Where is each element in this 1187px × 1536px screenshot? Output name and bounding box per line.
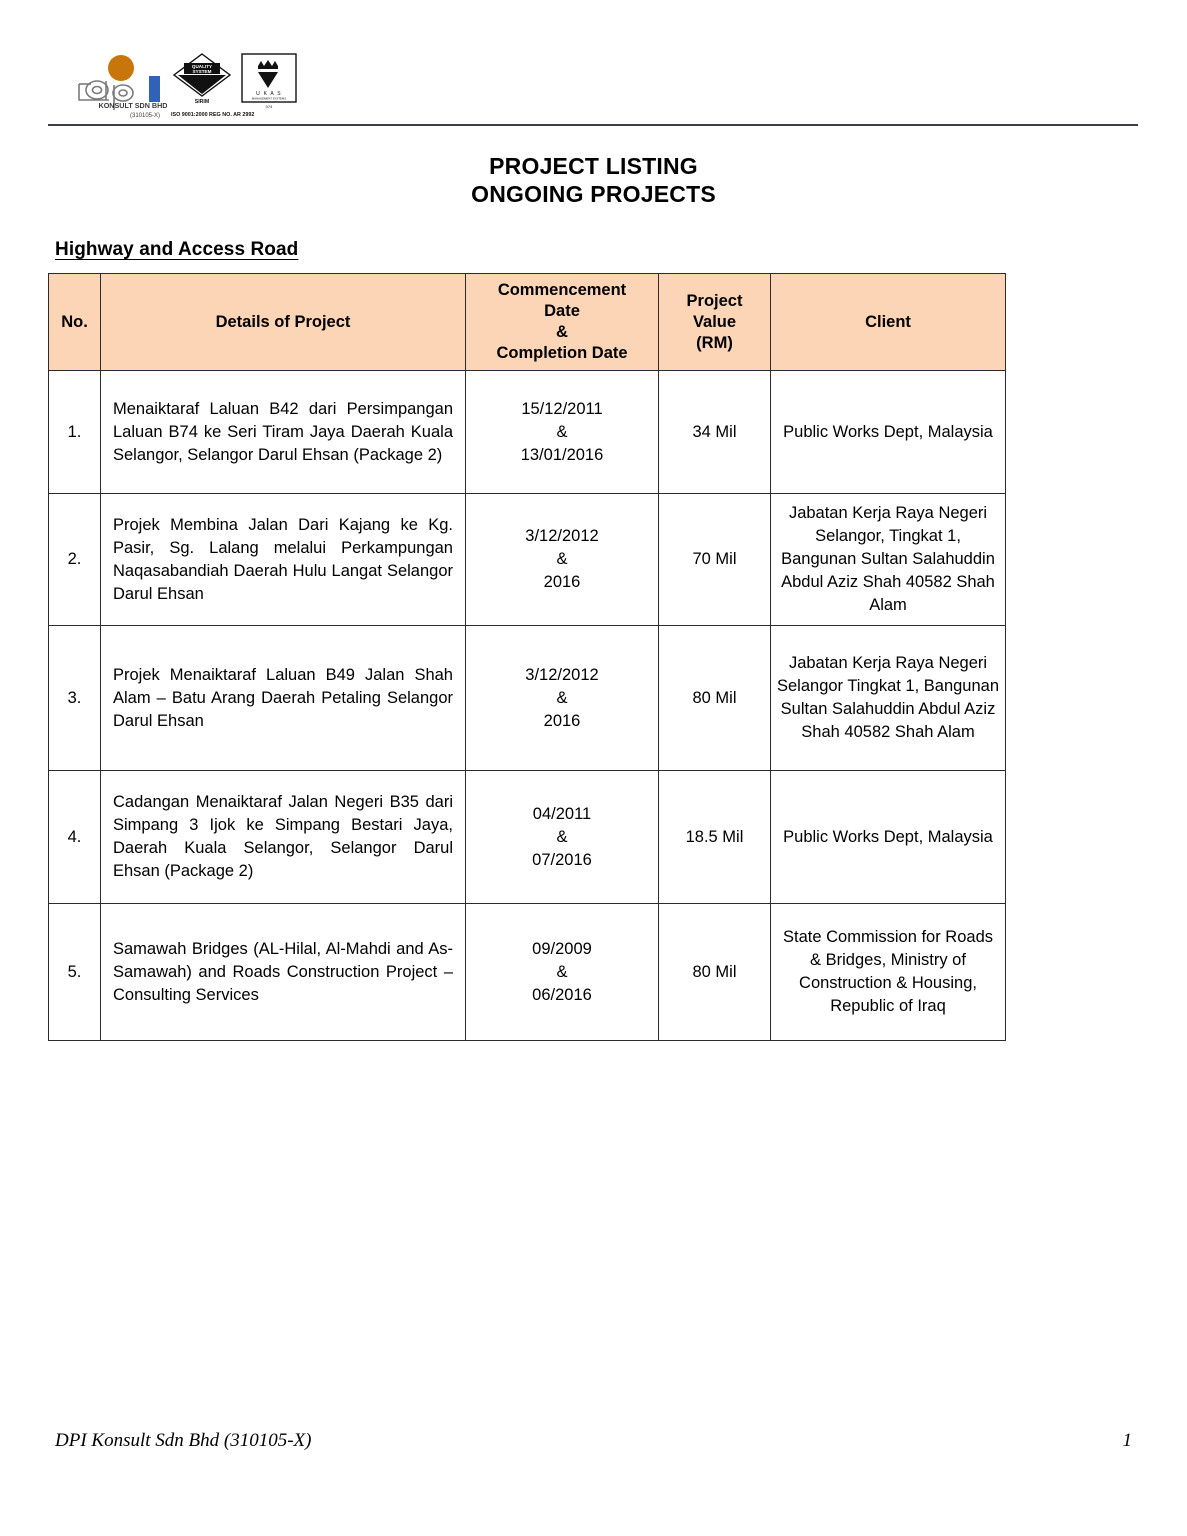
certification-marks-icon — [168, 48, 313, 120]
table-header-row — [49, 274, 1006, 371]
row-commencement-date: 09/2009 — [532, 939, 592, 958]
page-title-line-1: PROJECT LISTING — [489, 153, 698, 179]
row-dates — [466, 626, 659, 771]
table-row — [49, 626, 1006, 771]
row-dates — [466, 494, 659, 626]
column-header-client: Client — [771, 274, 1006, 371]
row-date-separator: & — [556, 962, 568, 981]
svg-text:MANAGEMENT SYSTEMS: MANAGEMENT SYSTEMS — [251, 96, 287, 101]
row-completion-date: 13/01/2016 — [520, 445, 604, 464]
row-commencement-date: 3/12/2012 — [525, 665, 599, 684]
row-number: 3. — [49, 626, 101, 771]
row-client: Public Works Dept, Malaysia — [771, 771, 1006, 904]
row-completion-date: 06/2016 — [532, 985, 592, 1004]
column-header-details: Details of Project — [101, 274, 466, 371]
svg-text:U K A S: U K A S — [256, 91, 282, 97]
row-dates — [466, 371, 659, 494]
section-heading: Highway and Access Road — [55, 239, 299, 260]
column-header-dates-line-3: & — [556, 323, 568, 341]
column-header-value-line-1: Project — [686, 291, 743, 310]
row-dates — [466, 771, 659, 904]
sirim-quality-mark-icon — [174, 54, 230, 105]
ongoing-projects-table — [48, 273, 1006, 1041]
row-client: Jabatan Kerja Raya Negeri Selangor Tingkat 1, Bangunan Sultan Salahuddin Abdul Aziz Shah 40582 Shah Alam — [771, 626, 1006, 771]
table-row — [49, 771, 1006, 904]
row-project-details: Samawah Bridges (AL-Hilal, Al-Mahdi and As-Samawah) and Roads Construction Project – Consulting Services — [101, 904, 466, 1041]
row-number: 4. — [49, 771, 101, 904]
dpi-konsult-logo — [73, 38, 183, 120]
footer-page-number: 1 — [1122, 1430, 1132, 1451]
row-commencement-date: 15/12/2011 — [521, 399, 603, 418]
row-commencement-date: 04/2011 — [532, 804, 592, 823]
row-client: State Commission for Roads & Bridges, Ministry of Construction & Housing, Republic of Iraq — [771, 904, 1006, 1041]
row-commencement-date: 3/12/2012 — [525, 527, 599, 545]
row-project-value: 80 Mil — [659, 626, 771, 771]
row-project-details: Menaiktaraf Laluan B42 dari Persimpangan Laluan B74 ke Seri Tiram Jaya Daerah Kuala Selangor, Selangor Darul Ehsan (Package 2) — [101, 371, 466, 494]
footer-company-name: DPI Konsult Sdn Bhd (310105-X) — [55, 1430, 312, 1451]
row-completion-date: 2016 — [543, 573, 581, 591]
column-header-dates-line-4: Completion Date — [496, 344, 628, 362]
svg-text:074: 074 — [265, 104, 273, 109]
row-completion-date: 07/2016 — [532, 850, 592, 869]
company-logo-icon — [73, 38, 183, 120]
row-completion-date: 2016 — [543, 711, 581, 730]
header-divider — [48, 124, 1138, 126]
column-header-dates-line-2: Date — [544, 302, 580, 320]
row-date-separator: & — [556, 422, 568, 441]
column-header-value — [659, 274, 771, 371]
row-number: 5. — [49, 904, 101, 1041]
svg-text:QUALITY: QUALITY — [191, 64, 213, 69]
row-client: Jabatan Kerja Raya Negeri Selangor, Tingkat 1, Bangunan Sultan Salahuddin Abdul Aziz Shah 40582 Shah Alam — [771, 494, 1006, 626]
column-header-dates — [466, 274, 659, 371]
table-row — [49, 494, 1006, 626]
svg-text:SYSTEM: SYSTEM — [192, 69, 212, 74]
row-date-separator: & — [556, 827, 568, 846]
row-project-value: 70 Mil — [659, 494, 771, 626]
table-row — [49, 371, 1006, 494]
table-body — [49, 371, 1006, 1041]
row-client: Public Works Dept, Malaysia — [771, 371, 1006, 494]
page-footer — [55, 1430, 1132, 1452]
row-project-details: Projek Menaiktaraf Laluan B49 Jalan Shah Alam – Batu Arang Daerah Petaling Selangor Darul Ehsan — [101, 626, 466, 771]
column-header-value-line-3: (RM) — [696, 333, 733, 352]
page-title — [0, 152, 1187, 208]
row-project-value: 80 Mil — [659, 904, 771, 1041]
row-project-value: 18.5 Mil — [659, 771, 771, 904]
logo-company-text: KONSULT SDN BHD — [98, 101, 168, 110]
row-number: 1. — [49, 371, 101, 494]
row-project-details: Cadangan Menaiktaraf Jalan Negeri B35 dari Simpang 3 Ijok ke Simpang Bestari Jaya, Daerah Kuala Selangor, Selangor Darul Ehsan (Package 2) — [101, 771, 466, 904]
page-title-line-2: ONGOING PROJECTS — [471, 181, 716, 207]
certification-marks — [168, 48, 313, 120]
column-header-value-line-2: Value — [692, 312, 737, 331]
row-date-separator: & — [556, 688, 568, 707]
row-dates — [466, 904, 659, 1041]
iso-registration-text: ISO 9001:2000 REG NO. AR 2992 — [171, 112, 255, 118]
ukas-accreditation-icon — [242, 54, 296, 109]
row-project-details: Projek Membina Jalan Dari Kajang ke Kg. Pasir, Sg. Lalang melalui Perkampungan Naqasabandiah Daerah Hulu Langat Selangor Darul Ehsan — [101, 494, 466, 626]
logo-registration-text: (310105-X) — [129, 113, 161, 119]
table-row — [49, 904, 1006, 1041]
table-header — [49, 274, 1006, 371]
svg-text:SIRIM: SIRIM — [194, 99, 210, 105]
column-header-dates-line-1: Commencement — [497, 281, 627, 299]
row-project-value: 34 Mil — [659, 371, 771, 494]
row-date-separator: & — [556, 550, 568, 568]
column-header-no: No. — [49, 274, 101, 371]
letterhead — [48, 30, 1138, 125]
row-number: 2. — [49, 494, 101, 626]
